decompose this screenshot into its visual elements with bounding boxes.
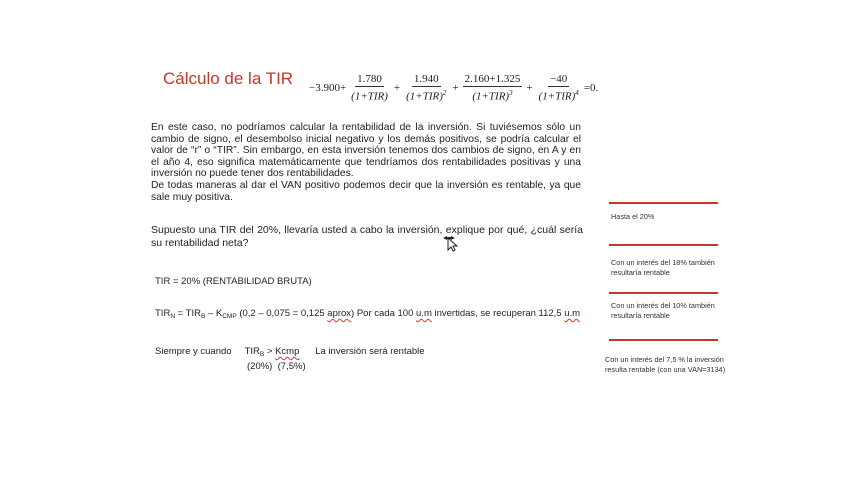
tir-bruta-line: TIR = 20% (RENTABILIDAD BRUTA) bbox=[155, 276, 312, 287]
note-1: Hasta el 20% bbox=[611, 212, 655, 221]
formula-term-4: $\frac{-40}{(1+TIR)^4}$ bbox=[538, 73, 579, 103]
question-paragraph: Supuesto una TIR del 20%, llevaría usted a cabo la inversión, explique por qué, ¿cuál sería su rentabilidad neta? bbox=[151, 224, 583, 249]
formula-result: =0. bbox=[583, 82, 599, 95]
formula-lead: −3.900+ bbox=[309, 82, 347, 95]
note-divider bbox=[609, 339, 718, 341]
note-divider bbox=[609, 202, 718, 204]
tir-value: (20%) bbox=[247, 361, 273, 372]
note-divider bbox=[609, 292, 718, 294]
tir-neta-line: $TIR_N = TIR_B - K_{CMP}$ (0,2 – 0,075 = 0,125 aprox) Por cada 100 u.m invertidas, se recuperan 112,5 u.m bbox=[155, 308, 581, 320]
explanation-text: En este caso, no podríamos calcular la rentabilidad de la inversión. Si tuviésemos sólo un cambio de signo, el desembolso inicial negativo y los demás positivos, se podría calcular el valor de “r” o “TIR”. Sin embargo, en esta inversión tenemos dos cambios de signo, en A y en el año 4, eso significa matemáticamente que tendríamos dos rentabilidades positivas y una inversión no puede tener dos rentabilidades. bbox=[151, 122, 581, 180]
slide-title: Cálculo de la TIR bbox=[163, 69, 294, 88]
formula-term-1: $\frac{1.780}{\text{(1+TIR)}}$ bbox=[351, 73, 388, 103]
formula-term-2: $\frac{1.940}{(1+TIR)^2}$ bbox=[406, 73, 447, 103]
note-2: Con un interés del 18% también resultaría rentable bbox=[611, 258, 715, 277]
kcmp-value: (7,5%) bbox=[277, 361, 306, 372]
note-4: Con un interés del 7,5 % la inversión resulta rentable (con una VAN=3134) bbox=[605, 355, 726, 374]
note-3: Con un interés del 10% también resultaría rentable bbox=[611, 301, 715, 320]
explanation-paragraph bbox=[151, 122, 581, 203]
condition-line: Siempre y cuando $TIR_B$ > Kcmp La inversión será rentable (20%) (7,5%) bbox=[155, 346, 425, 372]
move-cursor-icon bbox=[441, 232, 459, 252]
note-divider bbox=[609, 244, 718, 246]
tir-formula: −3.900+ $\frac{1.780}{\text{(1+TIR)}}$ + $\frac{1.940}{(1+TIR)^2}$ + $\frac{2.160+1.325}{(1+TIR)^3}$ + $\frac{-40}{(1+TIR)^4}$ =0. bbox=[309, 73, 599, 103]
formula-term-3: $\frac{2.160+1.325}{(1+TIR)^3}$ bbox=[464, 73, 521, 103]
van-conclusion-text: De todas maneras al dar el VAN positivo podemos decir que la inversión es rentable, ya que sale muy positiva. bbox=[151, 179, 581, 203]
